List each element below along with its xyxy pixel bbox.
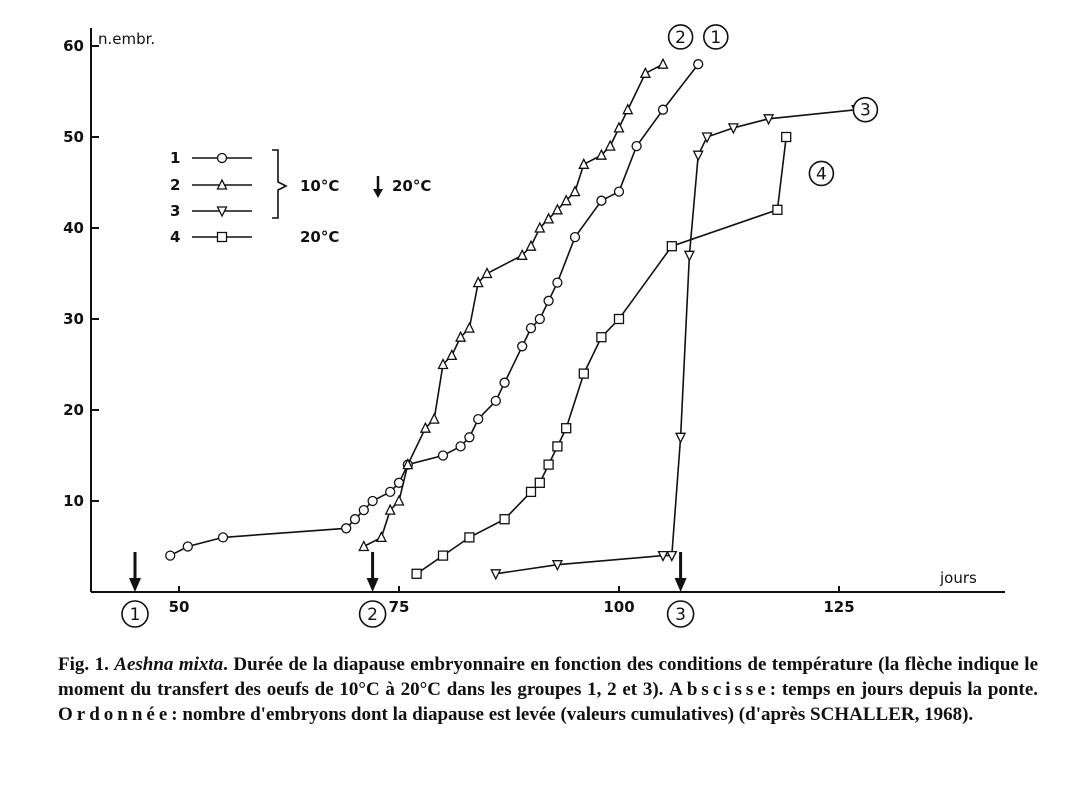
y-tick-label: 40 [63, 219, 84, 237]
data-point-square [527, 487, 536, 496]
data-point-triangle-down [676, 433, 685, 442]
legend-group-label-2: 20°C [392, 177, 432, 195]
data-point-circle [632, 142, 641, 151]
data-point-triangle-up [527, 241, 536, 250]
data-point-triangle-down [694, 151, 703, 160]
data-point-square [500, 515, 509, 524]
data-point-square [465, 533, 474, 542]
legend-item-3 [170, 202, 252, 220]
legend-num: 1 [170, 149, 181, 167]
y-tick-label: 20 [63, 401, 84, 419]
arrow-label-text: 2 [367, 605, 379, 625]
legend-single-label: 20°C [300, 228, 340, 246]
y-tick-label: 60 [63, 37, 84, 55]
legend [170, 149, 431, 246]
data-point-square [439, 551, 448, 560]
data-point-circle [166, 551, 175, 560]
x-tick-label: 50 [168, 598, 190, 616]
data-point-square [597, 333, 606, 342]
data-point-circle [491, 396, 500, 405]
data-point-circle [597, 196, 606, 205]
data-point-square [553, 442, 562, 451]
caption-fig: Fig. 1. [58, 654, 109, 675]
data-point-triangle-up [606, 141, 615, 150]
series-label-text: 3 [859, 100, 871, 121]
series-line-3 [496, 110, 857, 574]
caption-part1: . Durée de la diapause embryonnaire en fonction des conditions de température (la flèche indique le moment du transfert des oeufs de 10°C à 20°C dans les groupes 1, 2 et 3). [58, 654, 1039, 700]
data-point-triangle-up [447, 350, 456, 359]
data-point-circle [553, 278, 562, 287]
data-point-triangle-up [659, 59, 668, 68]
data-point-circle [368, 497, 377, 506]
caption-part2: : temps en jours depuis la ponte. [769, 679, 1038, 700]
caption-ordonnee: Ordonnée [58, 704, 172, 725]
transfer-arrow [122, 552, 148, 627]
data-point-triangle-up [641, 68, 650, 77]
data-point-triangle-up [395, 496, 404, 505]
legend-item-4 [170, 228, 252, 246]
data-point-circle [351, 515, 360, 524]
data-point-triangle-down [703, 133, 712, 142]
data-point-square [562, 424, 571, 433]
data-point-square [667, 242, 676, 251]
data-point-circle [694, 60, 703, 69]
data-point-circle [571, 233, 580, 242]
series-line-2 [364, 64, 663, 546]
y-tick-label: 10 [63, 492, 84, 510]
series-label-text: 1 [710, 27, 722, 48]
legend-item-1 [170, 149, 252, 167]
figure-caption [58, 652, 1038, 727]
x-tick-label: 75 [388, 598, 410, 616]
legend-bracket [272, 150, 286, 218]
arrow-head [675, 578, 687, 592]
data-point-triangle-up [465, 323, 474, 332]
series-label-text: 2 [675, 27, 687, 48]
data-point-triangle-up [483, 269, 492, 278]
legend-num: 3 [170, 202, 181, 220]
legend-arrow-head [373, 189, 383, 198]
series-4 [412, 133, 833, 579]
data-point-circle [439, 451, 448, 460]
arrow-head [129, 578, 141, 592]
data-point-square [544, 460, 553, 469]
series-layer [166, 25, 878, 579]
data-point-triangle-up [359, 542, 368, 551]
data-point-square [782, 133, 791, 142]
data-point-circle [474, 415, 483, 424]
data-point-circle [218, 154, 227, 163]
data-point-triangle-down [685, 251, 694, 260]
data-point-triangle-up [623, 105, 632, 114]
data-point-square [535, 478, 544, 487]
data-point-triangle-down [491, 570, 500, 579]
data-point-circle [500, 378, 509, 387]
data-point-circle [183, 542, 192, 551]
y-tick-label: 50 [63, 128, 84, 146]
data-point-circle [659, 105, 668, 114]
arrow-label-text: 1 [129, 605, 141, 625]
series-line-1 [170, 64, 698, 555]
arrow-head [367, 578, 379, 592]
data-point-circle [342, 524, 351, 533]
caption-species: Aeshna mixta [114, 654, 224, 675]
transfer-arrow [360, 552, 386, 627]
legend-group-label: 10°C [300, 177, 340, 195]
series-label-text: 4 [815, 164, 827, 185]
legend-num: 2 [170, 176, 181, 194]
y-axis-label: n.embr. [98, 30, 156, 48]
data-point-square [615, 315, 624, 324]
series-1 [166, 25, 728, 560]
arrow-label-text: 3 [675, 605, 687, 625]
data-point-square [218, 233, 227, 242]
data-point-circle [219, 533, 228, 542]
caption-abscisse: Abscisse [669, 679, 770, 700]
data-point-triangle-up [571, 187, 580, 196]
data-point-triangle-up [430, 414, 439, 423]
data-point-square [412, 569, 421, 578]
data-point-circle [527, 324, 536, 333]
caption-part3: : nombre d'embryons dont la diapause est levée (valeurs cumulatives) (d'après SCHALLER, 1968). [171, 704, 974, 725]
transfer-arrow [668, 552, 694, 627]
data-point-circle [465, 433, 474, 442]
data-point-circle [456, 442, 465, 451]
data-point-circle [544, 296, 553, 305]
data-point-circle [359, 506, 368, 515]
data-point-square [579, 369, 588, 378]
data-point-square [773, 205, 782, 214]
data-point-circle [518, 342, 527, 351]
y-tick-label: 30 [63, 310, 84, 328]
data-point-circle [386, 487, 395, 496]
legend-num: 4 [170, 228, 181, 246]
data-point-circle [615, 187, 624, 196]
data-point-circle [535, 315, 544, 324]
x-tick-label: 100 [603, 598, 635, 616]
x-axis-label: jours [940, 569, 977, 587]
legend-item-2 [170, 176, 252, 194]
x-tick-label: 125 [823, 598, 855, 616]
data-point-triangle-up [579, 159, 588, 168]
data-point-triangle-up [615, 123, 624, 132]
data-point-triangle-up [377, 532, 386, 541]
